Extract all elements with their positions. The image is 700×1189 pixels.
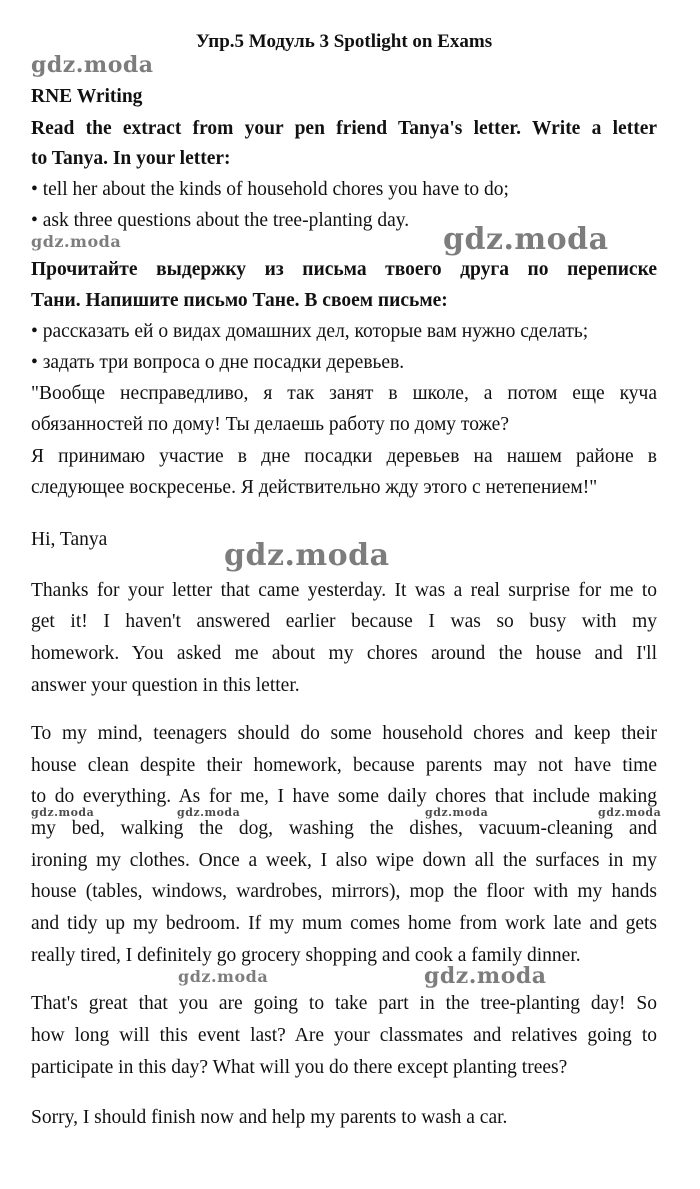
watermark: gdz.moda: [31, 52, 154, 78]
letter-line: answer your question in this letter.: [31, 675, 300, 696]
task-instruction-line: Read the extract from your pen friend Tanya's letter. Write a letter: [31, 118, 657, 139]
letter-extract-line: Я принимаю участие в дне посадки деревьев на нашем районе в: [31, 446, 657, 467]
letter-line: ironing my clothes. Once a week, I also wipe down all the surfaces in my: [31, 850, 657, 871]
letter-greeting: Hi, Tanya: [31, 529, 108, 550]
watermark: gdz.moda: [224, 538, 390, 573]
task-ru-instruction-line: Прочитайте выдержку из письма твоего друга по переписке: [31, 259, 657, 280]
watermark: gdz.moda: [177, 806, 241, 819]
page-title: Упр.5 Модуль 3 Spotlight on Exams: [195, 31, 493, 52]
watermark: gdz.moda: [443, 222, 609, 257]
task-bullet: • ask three questions about the tree-planting day.: [31, 210, 410, 231]
task-instruction-line: to Tanya. In your letter:: [31, 148, 231, 169]
letter-line: To my mind, teenagers should do some household chores and keep their: [31, 723, 657, 744]
task-ru-bullet: • рассказать ей о видах домашних дел, которые вам нужно сделать;: [31, 321, 589, 342]
letter-line: how long will this event last? Are your classmates and relatives going to: [31, 1025, 657, 1046]
letter-line: Sorry, I should finish now and help my parents to wash a car.: [31, 1107, 508, 1128]
watermark: gdz.moda: [178, 967, 269, 986]
letter-extract-line: обязанностей по дому! Ты делаешь работу по дому тоже?: [31, 414, 509, 435]
watermark: gdz.moda: [598, 806, 662, 819]
watermark: gdz.moda: [425, 806, 489, 819]
letter-line: to do everything. As for me, I have some daily chores that include making: [31, 786, 657, 807]
letter-line: house (tables, windows, wardrobes, mirrors), mop the floor with my hands: [31, 881, 657, 902]
task-bullet: • tell her about the kinds of household chores you have to do;: [31, 179, 509, 200]
letter-line: really tired, I definitely go grocery shopping and cook a family dinner.: [31, 945, 581, 966]
letter-line: house clean despite their homework, because parents may not have time: [31, 755, 657, 776]
watermark: gdz.moda: [424, 963, 547, 989]
letter-line: homework. You asked me about my chores around the house and I'll: [31, 643, 657, 664]
task-ru-bullet: • задать три вопроса о дне посадки деревьев.: [31, 352, 405, 373]
task-ru-instruction-line: Тани. Напишите письмо Тане. В своем письме:: [31, 290, 448, 311]
letter-line: That's great that you are going to take part in the tree-planting day! So: [31, 993, 657, 1014]
watermark: gdz.moda: [31, 232, 122, 251]
letter-line: Thanks for your letter that came yesterday. It was a real surprise for me to: [31, 580, 657, 601]
letter-line: and tidy up my bedroom. If my mum comes home from work late and gets: [31, 913, 657, 934]
task-heading: RNE Writing: [31, 86, 143, 107]
letter-line: my bed, walking the dog, washing the dishes, vacuum-cleaning and: [31, 818, 657, 839]
watermark: gdz.moda: [31, 806, 95, 819]
letter-extract-line: следующее воскресенье. Я действительно жду этого с нетепением!": [31, 477, 598, 498]
letter-extract-line: "Вообще несправедливо, я так занят в школе, а потом еще куча: [31, 383, 657, 404]
letter-line: get it! I haven't answered earlier because I was so busy with my: [31, 611, 657, 632]
letter-line: participate in this day? What will you do there except planting trees?: [31, 1057, 568, 1078]
